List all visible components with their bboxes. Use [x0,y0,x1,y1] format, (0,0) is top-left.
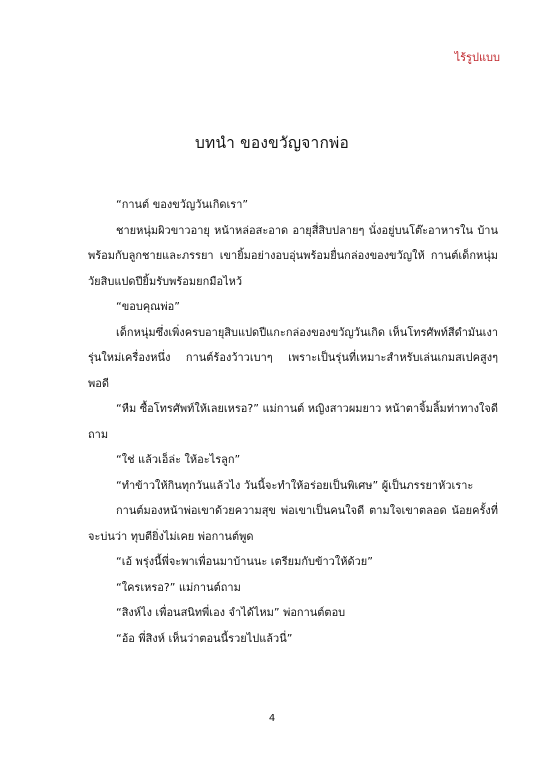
paragraph: กานต์มองหน้าพ่อเขาด้วยความสุข พ่อเขาเป็นคนใจดี ตามใจเขาตลอด น้อยครั้งที่จะบ่นว่า ทุบตียิ่งไม่เคย พ่อกานต์พูด [88,504,498,543]
chapter-title: บทนำ ของขวัญจากพ่อ [195,134,349,152]
paragraph: “ทำข้าวให้กินทุกวันแล้วไง วันนี้จะทำให้อร่อยเป็นพิเศษ” ผู้เป็นภรรยาหัวเราะ [116,478,474,492]
body-text [88,192,498,651]
paragraph: “อ้อ พี่สิงห์ เห็นว่าตอนนี้รวยไปแล้วนี่” [116,631,293,645]
paragraph: “สิงห์ไง เพื่อนสนิทพี่เอง จำได้ไหม” พ่อกานต์ตอบ [116,606,346,619]
page-number: 4 [268,713,276,724]
paragraph: “ใช่ แล้วเอ็ล่ะ ให้อะไรลูก” [116,453,241,466]
paragraph: “ขอบคุณพ่อ” [116,300,180,313]
paragraph: เด็กหนุ่มซึ่งเพิ่งครบอายุสิบแปดปีแกะกล่องของขวัญวันเกิด เห็นโทรศัพท์สีดำมันเงารุ่นใหม่เครื่องหนึ่ง กานต์ร้องว้าวเบาๆ เพราะเป็นรุ่นที่เหมาะสำหรับเล่นเกมสเปคสูงๆ พอดี [88,325,498,390]
paragraph: “หืม ซื้อโทรศัพท์ให้เลยเหรอ?” แม่กานต์ หญิงสาวผมยาว หน้าตาจิ้มลิ้มท่าทางใจดีถาม [88,402,498,441]
paragraph: “กานต์ ของขวัญวันเกิดเรา” [116,198,249,211]
paragraph: “เอ้ พรุ่งนี้พี่จะพาเพื่อนมาบ้านนะ เตรียมกับข้าวให้ด้วย” [116,555,373,568]
paragraph: “ใครเหรอ?” แม่กานต์ถาม [116,580,241,594]
paragraph: ชายหนุ่มผิวขาวอายุ หน้าหล่อสะอาด อายุสี่สิบปลายๆ นั่งอยู่บนโต๊ะอาหารใน บ้านพร้อมกับลูกชายและภรรยา เขายิ้มอย่างอบอุ่นพร้อมยื่นกล่องของขวัญให้ กานต์เด็กหนุ่มวัยสิบแปดปียิ้มรับพร้อมยกมือไหว้ [88,223,498,288]
running-header: ไร้รูปแบบ [454,51,500,64]
